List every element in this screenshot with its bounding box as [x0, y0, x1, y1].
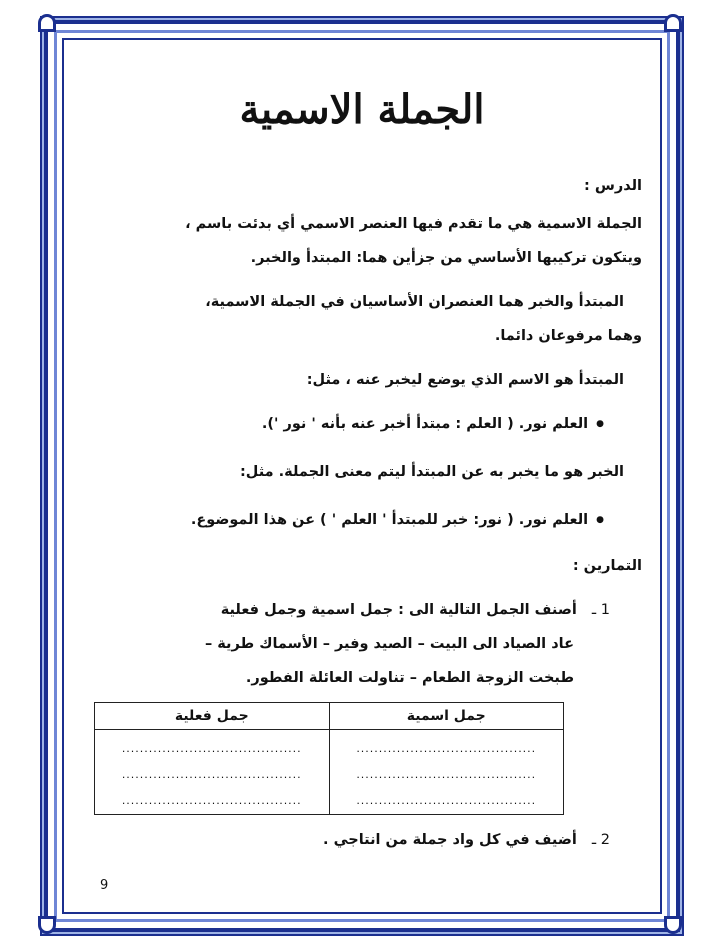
- page-title: الجملة الاسمية: [239, 86, 485, 133]
- example-text: العلم نور. ( العلم : مبتدأ أخبر عنه بأنه ' نور ').: [261, 416, 589, 432]
- dotted-line: ........................................: [121, 794, 302, 807]
- exercise-text: أصنف الجمل التالية الى : جمل اسمية وجمل فعلية: [220, 602, 577, 618]
- corner-ornament-icon: [664, 14, 682, 32]
- answer-cell-verbal[interactable]: [95, 730, 330, 815]
- dotted-line: ........................................: [356, 742, 537, 755]
- dotted-line: ........................................: [356, 794, 537, 807]
- corner-ornament-icon: [38, 916, 56, 934]
- exercise-1: [90, 602, 610, 618]
- paragraph-line: وهما مرفوعان دائما.: [494, 328, 642, 344]
- paragraph-line: ويتكون تركيبها الأساسي من جزأين هما: المبتدأ والخبر.: [250, 250, 642, 266]
- dotted-line: ........................................: [121, 742, 302, 755]
- example-bullet: [90, 416, 604, 432]
- page-number: 9: [100, 878, 109, 893]
- corner-ornament-icon: [664, 916, 682, 934]
- example-text: العلم نور. ( نور: خبر للمبتدأ ' العلم ' ) عن هذا الموضوع.: [190, 512, 589, 528]
- exercise-line: طبخت الزوجة الطعام – تناولت العائلة الفطور.: [245, 670, 574, 686]
- worksheet-page: [70, 46, 654, 908]
- exercises-heading: التمارين :: [572, 558, 642, 574]
- exercise-number: 1 ـ: [591, 602, 610, 618]
- exercise-number: 2 ـ: [591, 832, 610, 848]
- classification-table: [94, 702, 564, 815]
- exercise-2: [90, 832, 610, 848]
- definition-line: الخبر هو ما يخبر به عن المبتدأ ليتم معنى الجملة. مثل:: [239, 464, 624, 480]
- corner-ornament-icon: [38, 14, 56, 32]
- exercise-text: أضيف في كل واد جملة من انتاجي .: [323, 832, 577, 848]
- column-header-nominal: جمل اسمية: [329, 703, 564, 730]
- lesson-heading: الدرس :: [584, 178, 642, 194]
- dotted-line: ........................................: [121, 768, 302, 781]
- dotted-line: ........................................: [356, 768, 537, 781]
- paragraph-line: الجملة الاسمية هي ما تقدم فيها العنصر الاسمي أي بدئت باسم ،: [185, 216, 642, 232]
- paragraph-line: المبتدأ والخبر هما العنصران الأساسيان في الجملة الاسمية،: [205, 294, 624, 310]
- answer-cell-nominal[interactable]: [329, 730, 564, 815]
- column-header-verbal: جمل فعلية: [95, 703, 330, 730]
- definition-line: المبتدأ هو الاسم الذي يوضع ليخبر عنه ، مثل:: [306, 372, 624, 388]
- exercise-line: عاد الصياد الى البيت – الصيد وفير – الأسماك طرية –: [204, 636, 574, 652]
- example-bullet: [90, 512, 604, 528]
